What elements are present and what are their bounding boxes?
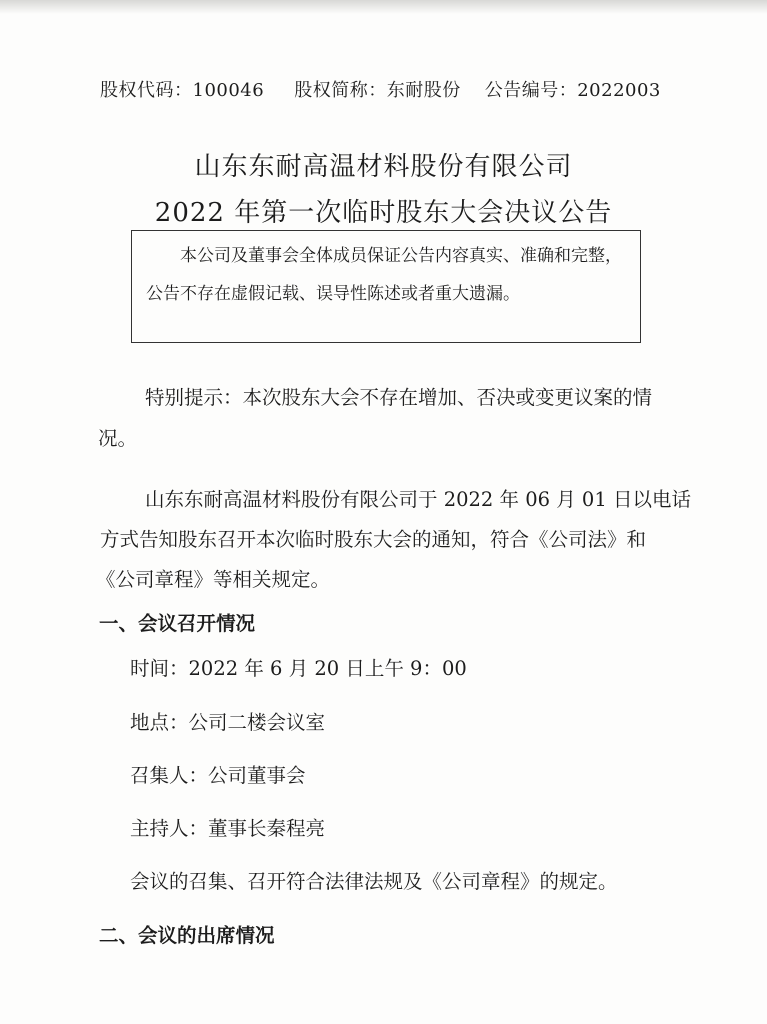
section-1-heading: 一、会议召开情况 xyxy=(99,612,256,635)
meeting-host: 主持人：董事长秦程亮 xyxy=(130,817,326,840)
company-title: 山东东耐高温材料股份有限公司 xyxy=(194,152,573,182)
meeting-place: 地点：公司二楼会议室 xyxy=(130,711,326,734)
announcement-title: 2022 年第一次临时股东大会决议公告 xyxy=(154,198,613,228)
intro-line-3: 《公司章程》等相关规定。 xyxy=(96,568,331,591)
special-tip-line-1: 特别提示：本次股东大会不存在增加、否决或变更议案的情 xyxy=(145,386,653,409)
announcement-header xyxy=(100,79,661,103)
meeting-convener: 召集人：公司董事会 xyxy=(130,764,306,787)
intro-line-1: 山东东耐高温材料股份有限公司于 2022 年 06 月 01 日以电话 xyxy=(145,488,691,511)
notice-line-1: 本公司及董事会全体成员保证公告内容真实、准确和完整， xyxy=(180,246,622,266)
section-2-heading: 二、会议的出席情况 xyxy=(99,924,275,947)
scan-edge-shadow xyxy=(0,0,767,14)
notice-line-2: 公告不存在虚假记载、误导性陈述或者重大遗漏。 xyxy=(146,284,520,304)
stock-code: 股权代码：100046 xyxy=(100,80,265,101)
special-tip-line-2: 况。 xyxy=(98,427,138,450)
meeting-time: 时间：2022 年 6 月 20 日上午 9：00 xyxy=(130,657,467,680)
intro-line-2: 方式告知股东召开本次临时股东大会的通知，符合《公司法》和 xyxy=(100,528,647,551)
meeting-compliance: 会议的召集、召开符合法律法规及《公司章程》的规定。 xyxy=(130,870,618,893)
notice-number: 公告编号：2022003 xyxy=(484,80,661,101)
stock-name: 股权简称：东耐股份 xyxy=(294,80,461,101)
guarantee-notice-box xyxy=(131,230,641,343)
